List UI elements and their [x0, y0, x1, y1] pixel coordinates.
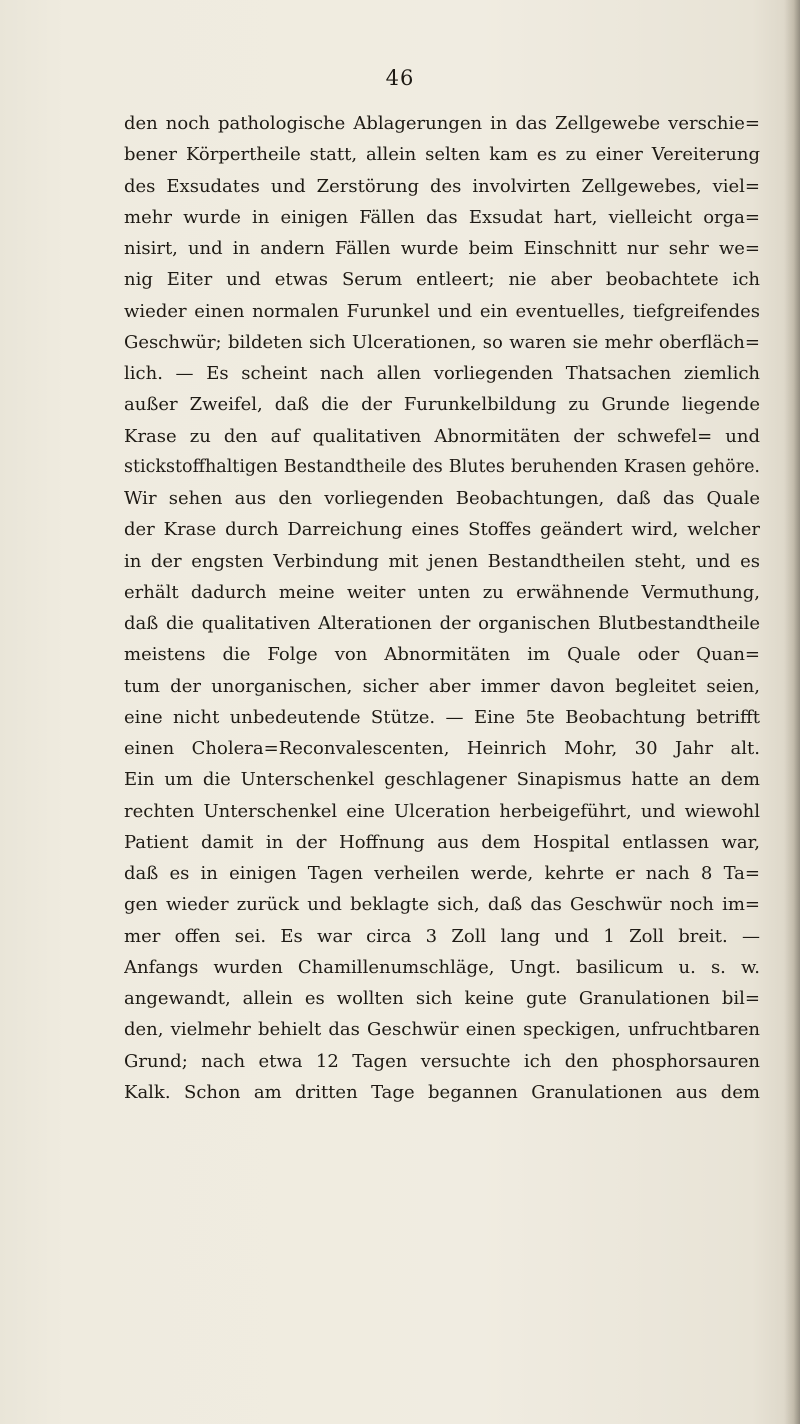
- text-line: rechten Unterschenkel eine Ulceration herbeigeführt, und wiewohl: [124, 800, 760, 822]
- text-line: nig Eiter und etwas Serum entleert; nie aber beobachtete ich: [124, 269, 760, 291]
- text-line: gen wieder zurück und beklagte sich, daß das Geschwür noch im=: [124, 894, 760, 916]
- text-line: bener Körpertheile statt, allein selten kam es zu einer Vereiterung: [124, 144, 760, 166]
- body-text: [124, 108, 760, 1108]
- text-line: den noch pathologische Ablagerungen in das Zellgewebe verschie=: [124, 113, 760, 134]
- text-line: daß es in einigen Tagen verheilen werde, kehrte er nach 8 Ta=: [124, 863, 760, 884]
- text-line: meistens die Folge von Abnormitäten im Quale oder Quan=: [124, 644, 760, 666]
- text-line: Wir sehen aus den vorliegenden Beobachtungen, daß das Quale: [124, 488, 760, 509]
- page-number: 46: [385, 66, 415, 90]
- text-line: den, vielmehr behielt das Geschwür einen speckigen, unfruchtbaren: [124, 1019, 760, 1041]
- text-line: stickstoffhaltigen Bestandtheile des Blutes beruhenden Krasen gehöre.: [124, 456, 760, 477]
- text-line: Kalk. Schon am dritten Tage begannen Granulationen aus dem: [124, 1081, 760, 1103]
- text-line: eine nicht unbedeutende Stütze. — Eine 5te Beobachtung betrifft: [124, 706, 760, 728]
- text-line: mer offen sei. Es war circa 3 Zoll lang und 1 Zoll breit. —: [124, 925, 760, 947]
- text-line: Geschwür; bildeten sich Ulcerationen, so waren sie mehr oberfläch=: [124, 331, 760, 353]
- text-line: mehr wurde in einigen Fällen das Exsudat hart, vielleicht orga=: [124, 206, 760, 228]
- text-line: erhält dadurch meine weiter unten zu erwähnende Vermuthung,: [124, 581, 760, 603]
- text-line: Patient damit in der Hoffnung aus dem Hospital entlassen war,: [124, 831, 760, 853]
- text-line: Krase zu den auf qualitativen Abnormitäten der schwefel= und: [124, 425, 760, 447]
- text-line: lich. — Es scheint nach allen vorliegenden Thatsachen ziemlich: [124, 363, 760, 384]
- text-line: außer Zweifel, daß die der Furunkelbildung zu Grunde liegende: [124, 394, 760, 416]
- text-line: wieder einen normalen Furunkel und ein eventuelles, tiefgreifendes: [124, 300, 760, 322]
- text-line: angewandt, allein es wollten sich keine gute Granulationen bil=: [124, 988, 760, 1009]
- text-line: tum der unorganischen, sicher aber immer davon begleitet seien,: [124, 675, 760, 697]
- text-line: Anfangs wurden Chamillenumschläge, Ungt. basilicum u. s. w.: [124, 956, 760, 978]
- text-line: Ein um die Unterschenkel geschlagener Sinapismus hatte an dem: [124, 769, 760, 791]
- text-line: des Exsudates und Zerstörung des involvirten Zellgewebes, viel=: [124, 175, 760, 197]
- text-line: nisirt, und in andern Fällen wurde beim Einschnitt nur sehr we=: [124, 238, 760, 259]
- text-line: Grund; nach etwa 12 Tagen versuchte ich den phosphorsauren: [124, 1050, 760, 1072]
- text-line: in der engsten Verbindung mit jenen Bestandtheilen steht, und es: [124, 550, 760, 572]
- page-edge-shadow: [784, 0, 800, 1424]
- text-line: der Krase durch Darreichung eines Stoffes geändert wird, welcher: [124, 519, 760, 541]
- text-line: daß die qualitativen Alterationen der organischen Blutbestandtheile: [124, 613, 760, 634]
- text-line: einen Cholera=Reconvalescenten, Heinrich Mohr, 30 Jahr alt.: [124, 738, 760, 759]
